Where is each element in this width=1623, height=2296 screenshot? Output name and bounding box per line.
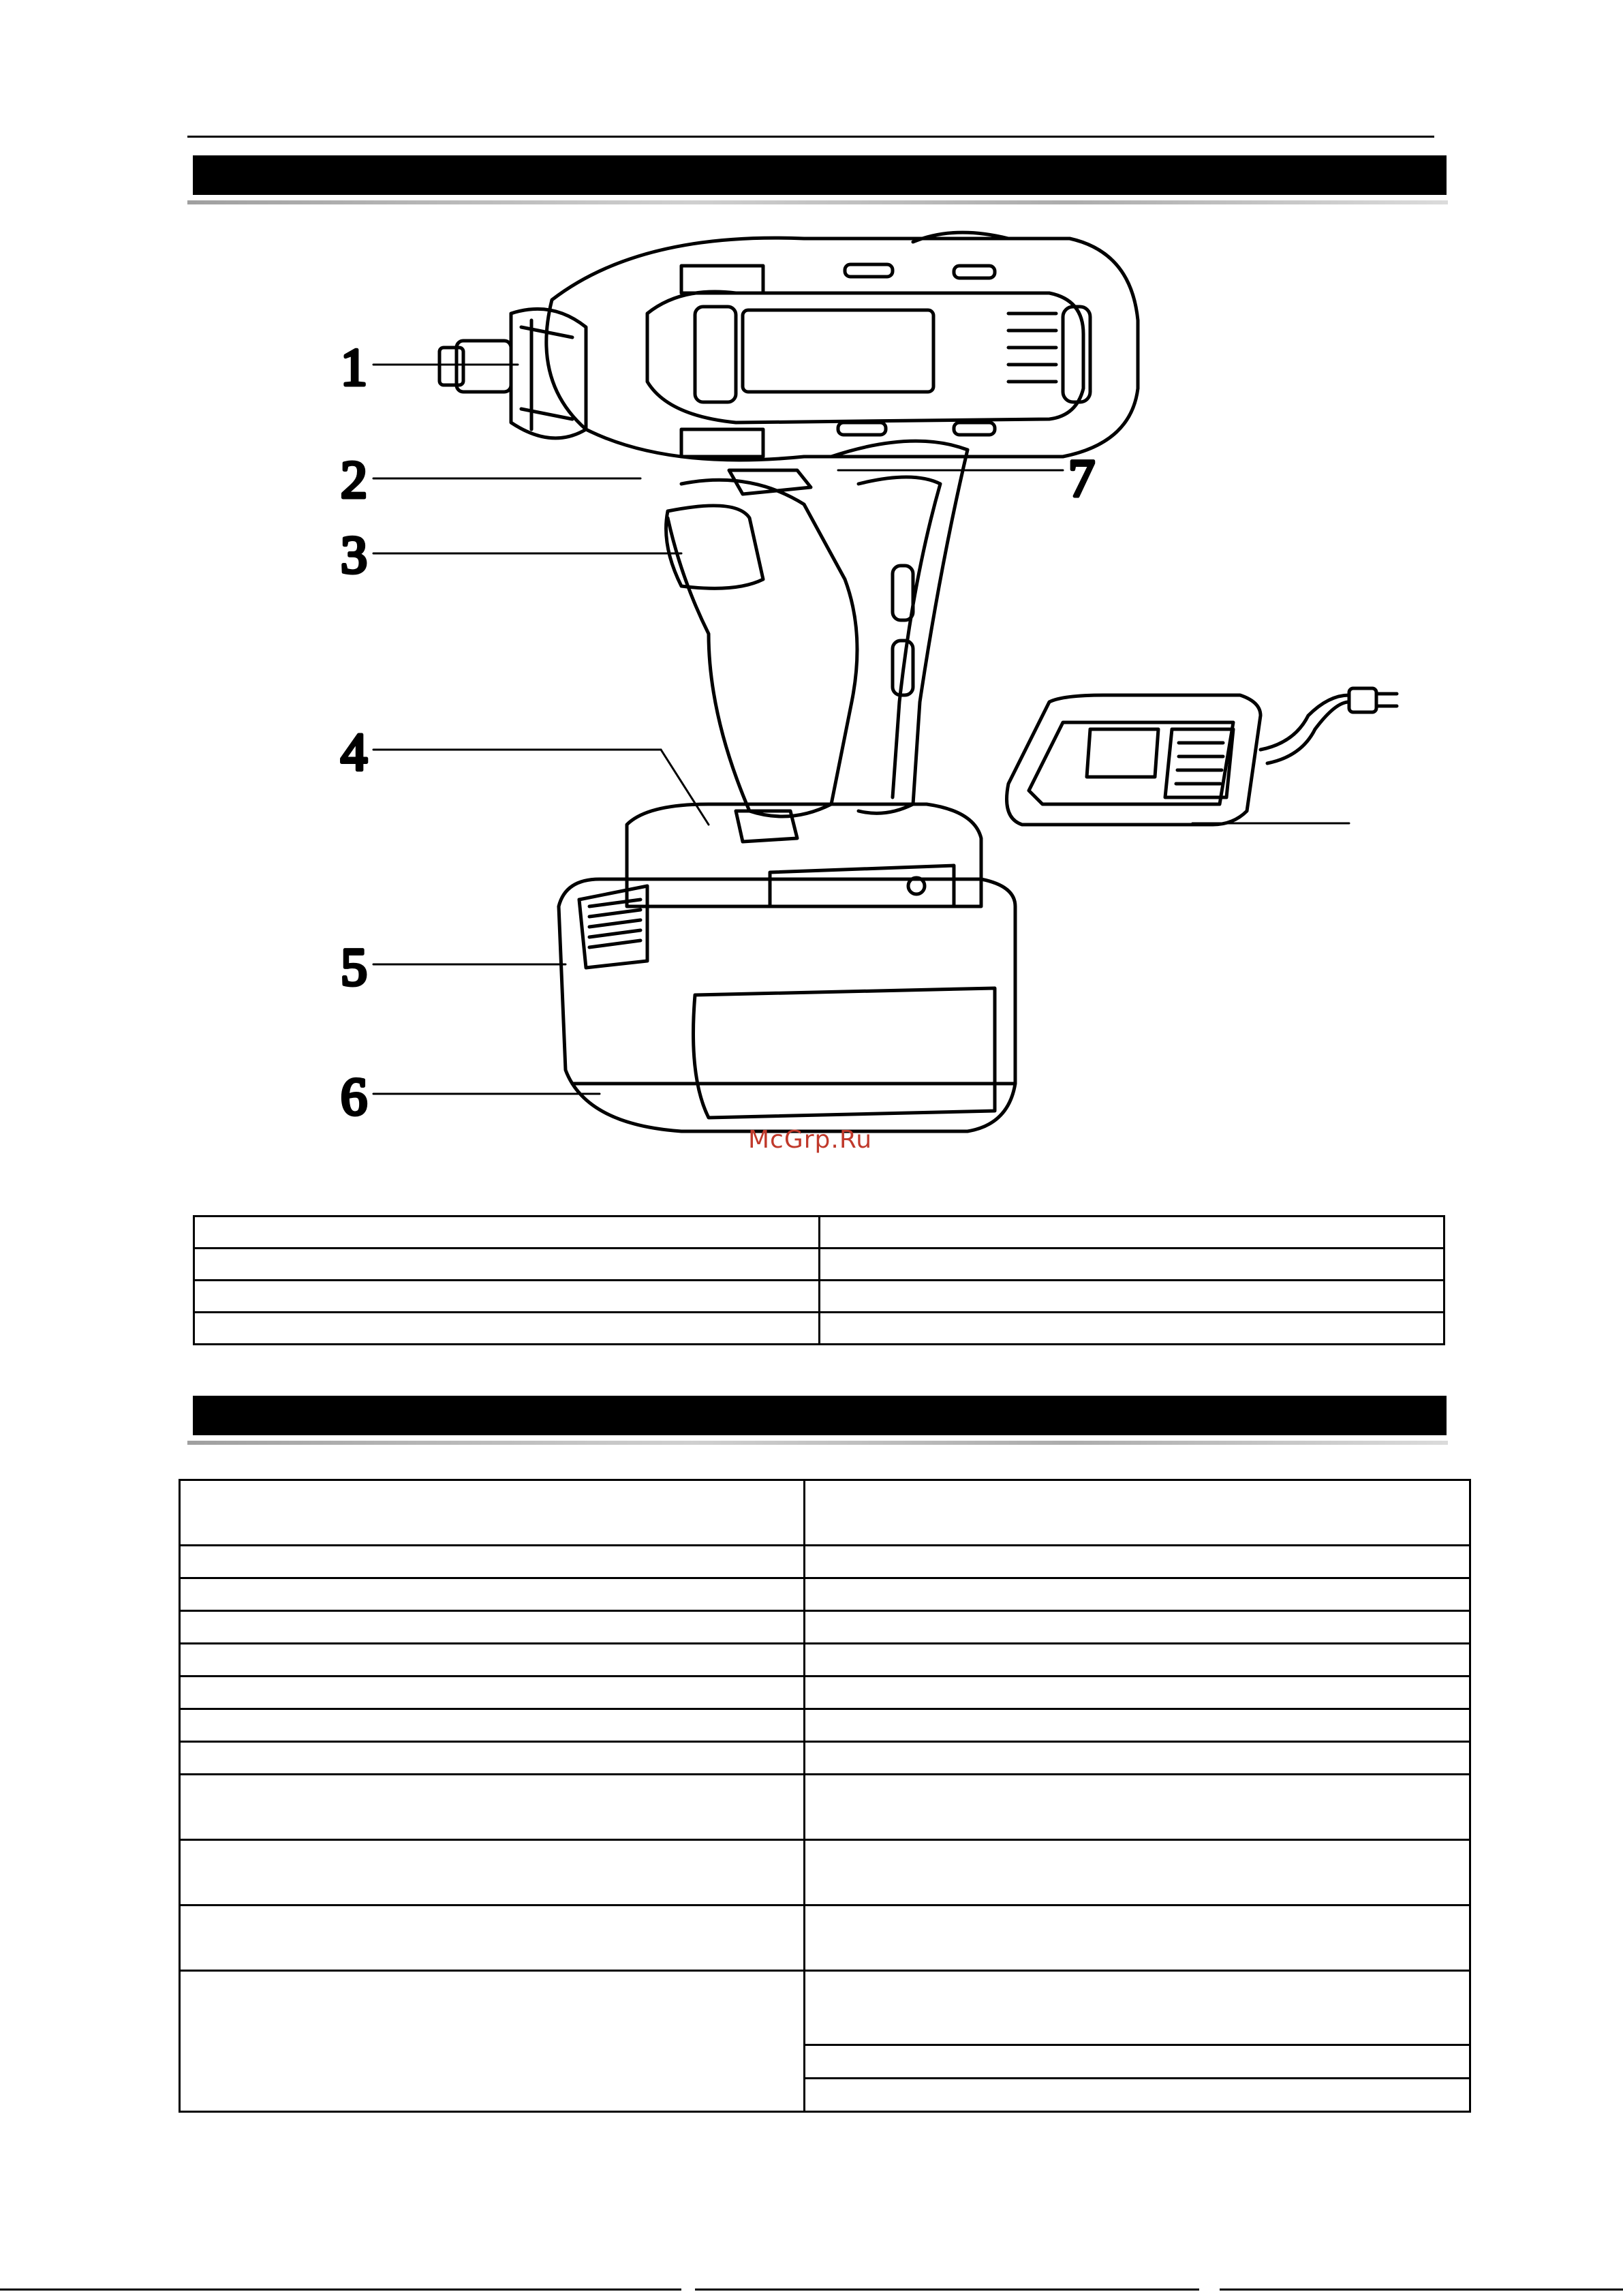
table-row — [180, 1611, 1470, 1644]
parts-table — [193, 1215, 1445, 1345]
specification-table — [179, 1479, 1471, 2113]
section-banner-2 — [193, 1396, 1447, 1435]
table-row — [180, 1677, 1470, 1709]
table-row — [180, 1742, 1470, 1775]
table-row — [180, 1905, 1470, 1971]
footer-rule — [0, 2289, 1623, 2291]
table-row — [180, 1480, 1470, 1546]
callout-5: 5 — [341, 937, 367, 996]
header-rule — [187, 136, 1434, 138]
table-row — [194, 1216, 1444, 1249]
table-row — [194, 1281, 1444, 1313]
table-row — [180, 1840, 1470, 1905]
callout-1: 1 — [341, 337, 367, 397]
table-row — [180, 1971, 1470, 2045]
section-banner-1-shadow — [187, 200, 1448, 204]
section-banner-1 — [193, 155, 1447, 195]
battery-pack — [559, 804, 1015, 1131]
callout-7: 7 — [1068, 448, 1095, 508]
charger — [1007, 688, 1397, 825]
table-row — [180, 1546, 1470, 1578]
callout-4: 4 — [341, 722, 367, 782]
tool-illustration — [327, 225, 1404, 1179]
table-row — [194, 1249, 1444, 1281]
callout-2: 2 — [341, 450, 367, 509]
table-row — [194, 1313, 1444, 1345]
callout-3: 3 — [341, 525, 367, 584]
handle — [668, 441, 968, 816]
table-row — [180, 1578, 1470, 1611]
anvil — [439, 309, 586, 438]
section-banner-2-shadow — [187, 1441, 1448, 1445]
table-row — [180, 1644, 1470, 1677]
table-row — [180, 1775, 1470, 1840]
trigger — [666, 506, 764, 588]
callout-6: 6 — [341, 1067, 367, 1126]
watermark: McGrp.Ru — [748, 1126, 873, 1154]
table-row — [180, 1709, 1470, 1742]
housing — [546, 232, 1138, 460]
